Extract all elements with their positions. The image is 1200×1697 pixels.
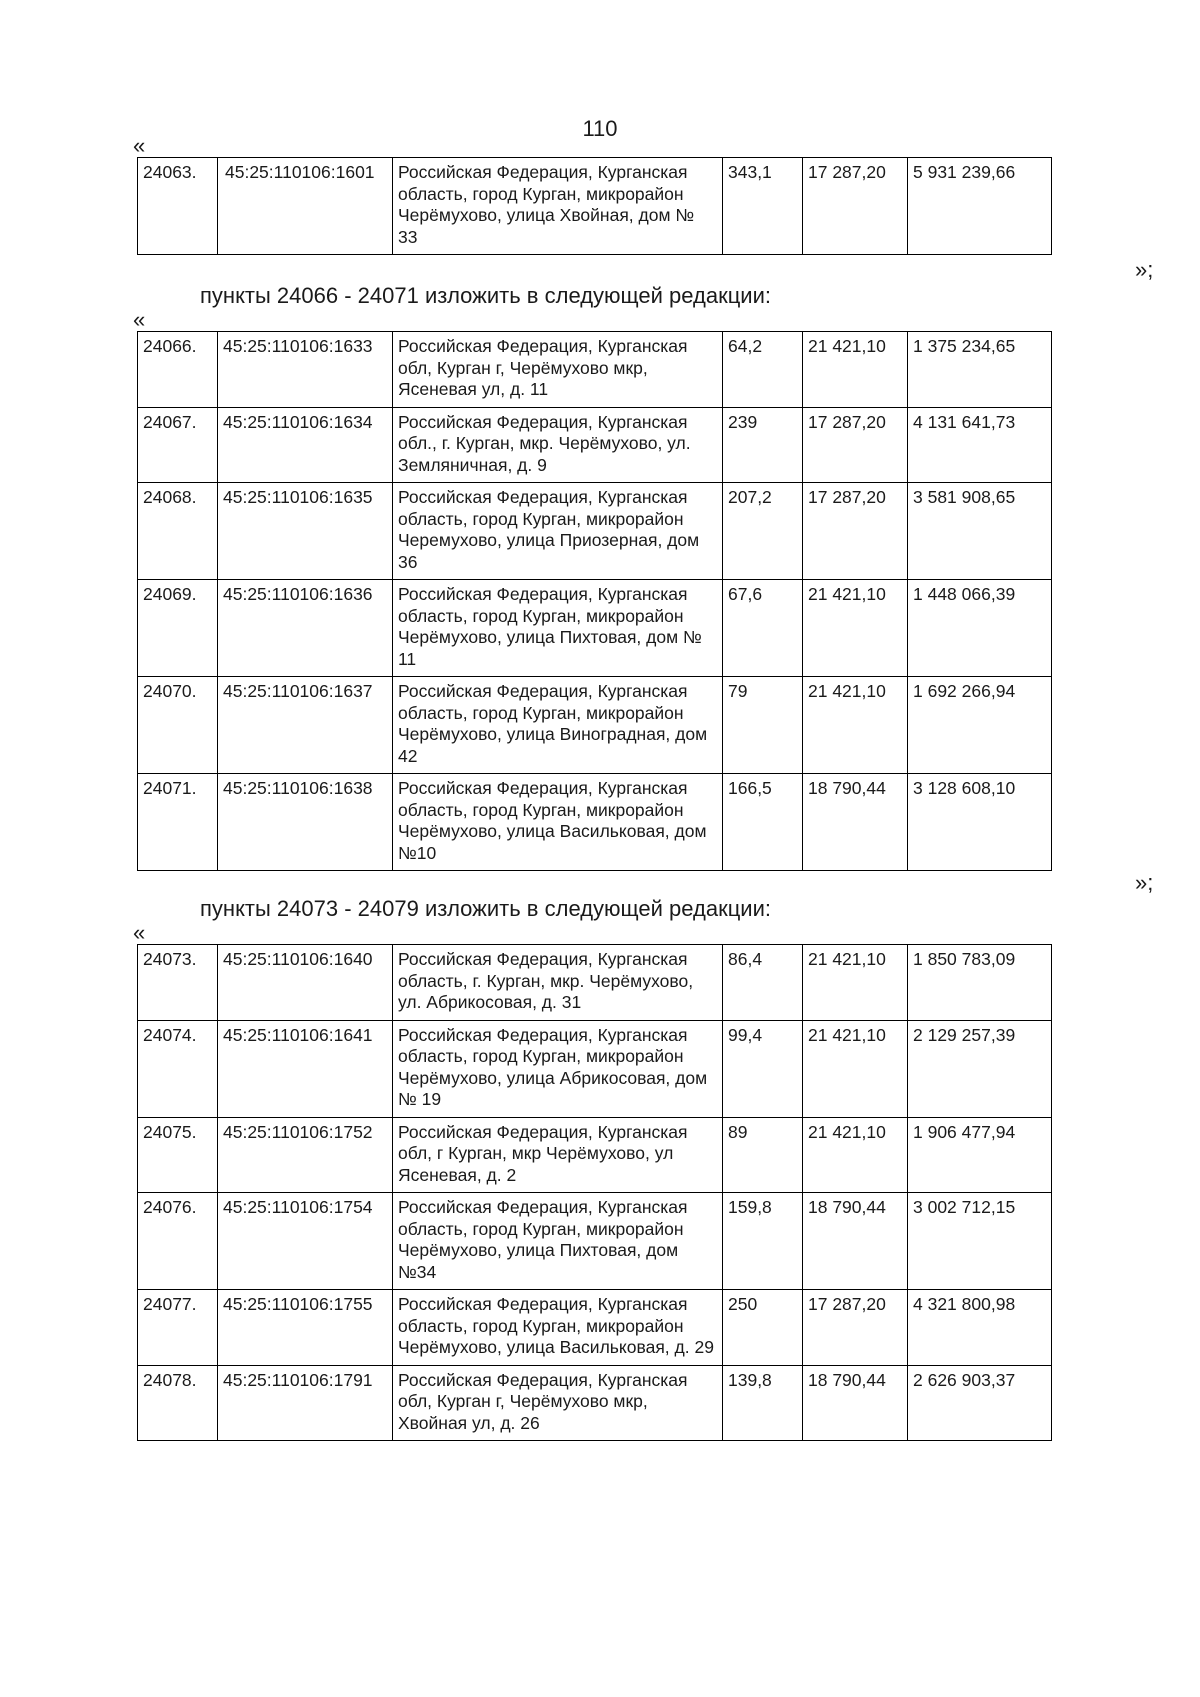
- table-row: [138, 1020, 1052, 1117]
- cell-cadastral-value: 1 906 477,94: [908, 1117, 1052, 1193]
- cell-area: 166,5: [723, 774, 803, 871]
- cell-cadastral-number: 45:25:110106:1635: [218, 483, 393, 580]
- quote-close-1: »;: [1135, 257, 1154, 282]
- cell-area: 159,8: [723, 1193, 803, 1290]
- table-section-1: [137, 157, 1052, 255]
- cell-cadastral-number: 45:25:110106:1601: [218, 158, 393, 255]
- cell-cadastral-number: 45:25:110106:1640: [218, 945, 393, 1021]
- table-row: [138, 1365, 1052, 1441]
- cell-cadastral-value: 4 321 800,98: [908, 1290, 1052, 1366]
- quote-close-2: »;: [1135, 870, 1154, 895]
- table-row: [138, 483, 1052, 580]
- cell-rate: 17 287,20: [803, 407, 908, 483]
- cell-cadastral-number: 45:25:110106:1637: [218, 677, 393, 774]
- table-row: [138, 945, 1052, 1021]
- cell-number: 24076.: [138, 1193, 218, 1290]
- cell-cadastral-number: 45:25:110106:1755: [218, 1290, 393, 1366]
- cell-cadastral-value: 1 692 266,94: [908, 677, 1052, 774]
- cell-cadastral-value: 1 448 066,39: [908, 580, 1052, 677]
- table-row: [138, 774, 1052, 871]
- cell-address: Российская Федерация, Курганская область, город Курган, микрорайон Черемухово, улица Приозерная, дом 36: [393, 483, 723, 580]
- cell-rate: 17 287,20: [803, 483, 908, 580]
- cell-area: 139,8: [723, 1365, 803, 1441]
- cell-number: 24068.: [138, 483, 218, 580]
- cell-area: 207,2: [723, 483, 803, 580]
- table-row: [138, 580, 1052, 677]
- page-number: 110: [582, 116, 618, 141]
- table-row: [138, 407, 1052, 483]
- cell-address: Российская Федерация, Курганская область, город Курган, микрорайон Черёмухово, улица Виноградная, дом 42: [393, 677, 723, 774]
- cell-address: Российская Федерация, Курганская область, город Курган, микрорайон Черёмухово, улица Абрикосовая, дом № 19: [393, 1020, 723, 1117]
- cell-address: Российская Федерация, Курганская область, г. Курган, мкр. Черёмухово, ул. Абрикосовая, д. 31: [393, 945, 723, 1021]
- table-row: [138, 677, 1052, 774]
- cell-cadastral-value: 3 581 908,65: [908, 483, 1052, 580]
- cell-rate: 21 421,10: [803, 677, 908, 774]
- quote-open-1: «: [133, 133, 146, 158]
- cell-address: Российская Федерация, Курганская обл, Курган г, Черёмухово мкр, Хвойная ул, д. 26: [393, 1365, 723, 1441]
- cell-address: Российская Федерация, Курганская область, город Курган, микрорайон Черёмухово, улица Пихтовая, дом № 11: [393, 580, 723, 677]
- cell-number: 24067.: [138, 407, 218, 483]
- cell-cadastral-number: 45:25:110106:1636: [218, 580, 393, 677]
- cell-area: 79: [723, 677, 803, 774]
- cell-area: 239: [723, 407, 803, 483]
- cell-cadastral-number: 45:25:110106:1633: [218, 332, 393, 408]
- cell-area: 99,4: [723, 1020, 803, 1117]
- cell-cadastral-number: 45:25:110106:1641: [218, 1020, 393, 1117]
- table-row: [138, 1117, 1052, 1193]
- table-row: [138, 1290, 1052, 1366]
- cell-rate: 21 421,10: [803, 1117, 908, 1193]
- cell-rate: 21 421,10: [803, 580, 908, 677]
- cell-address: Российская Федерация, Курганская область, город Курган, микрорайон Черёмухово, улица Хвойная, дом № 33: [393, 158, 723, 255]
- cell-number: 24078.: [138, 1365, 218, 1441]
- table-row: [138, 332, 1052, 408]
- cell-rate: 17 287,20: [803, 158, 908, 255]
- cell-cadastral-value: 1 375 234,65: [908, 332, 1052, 408]
- cell-area: 67,6: [723, 580, 803, 677]
- cell-number: 24075.: [138, 1117, 218, 1193]
- cell-address: Российская Федерация, Курганская обл, г Курган, мкр Черёмухово, ул Ясеневая, д. 2: [393, 1117, 723, 1193]
- table-section-2: [137, 331, 1052, 871]
- quote-open-3: «: [133, 920, 146, 945]
- cell-cadastral-number: 45:25:110106:1791: [218, 1365, 393, 1441]
- cell-address: Российская Федерация, Курганская область, город Курган, микрорайон Черёмухово, улица Васильковая, д. 29: [393, 1290, 723, 1366]
- cell-number: 24066.: [138, 332, 218, 408]
- cell-number: 24063.: [138, 158, 218, 255]
- cell-cadastral-number: 45:25:110106:1754: [218, 1193, 393, 1290]
- cell-number: 24073.: [138, 945, 218, 1021]
- cell-cadastral-value: 4 131 641,73: [908, 407, 1052, 483]
- cell-cadastral-value: 3 128 608,10: [908, 774, 1052, 871]
- cell-cadastral-value: 2 626 903,37: [908, 1365, 1052, 1441]
- cell-number: 24069.: [138, 580, 218, 677]
- table-row: [138, 1193, 1052, 1290]
- cell-address: Российская Федерация, Курганская обл., г. Курган, мкр. Черёмухово, ул. Земляничная, д. 9: [393, 407, 723, 483]
- cell-area: 343,1: [723, 158, 803, 255]
- cell-rate: 21 421,10: [803, 945, 908, 1021]
- cell-rate: 18 790,44: [803, 1365, 908, 1441]
- table-row: [138, 158, 1052, 255]
- cell-cadastral-value: 1 850 783,09: [908, 945, 1052, 1021]
- cell-area: 250: [723, 1290, 803, 1366]
- table-section-3: [137, 944, 1052, 1441]
- cell-cadastral-value: 5 931 239,66: [908, 158, 1052, 255]
- cell-rate: 18 790,44: [803, 1193, 908, 1290]
- cell-cadastral-number: 45:25:110106:1752: [218, 1117, 393, 1193]
- quote-open-2: «: [133, 307, 146, 332]
- cell-area: 89: [723, 1117, 803, 1193]
- cell-area: 64,2: [723, 332, 803, 408]
- cell-cadastral-number: 45:25:110106:1638: [218, 774, 393, 871]
- cell-area: 86,4: [723, 945, 803, 1021]
- cell-number: 24071.: [138, 774, 218, 871]
- cell-rate: 21 421,10: [803, 332, 908, 408]
- cell-address: Российская Федерация, Курганская область, город Курган, микрорайон Черёмухово, улица Васильковая, дом №10: [393, 774, 723, 871]
- cell-rate: 21 421,10: [803, 1020, 908, 1117]
- cell-rate: 18 790,44: [803, 774, 908, 871]
- cell-address: Российская Федерация, Курганская обл, Курган г, Черёмухово мкр, Ясеневая ул, д. 11: [393, 332, 723, 408]
- cell-address: Российская Федерация, Курганская область, город Курган, микрорайон Черёмухово, улица Пихтовая, дом №34: [393, 1193, 723, 1290]
- cell-rate: 17 287,20: [803, 1290, 908, 1366]
- cell-cadastral-number: 45:25:110106:1634: [218, 407, 393, 483]
- cell-number: 24074.: [138, 1020, 218, 1117]
- section-instruction-2: пункты 24066 - 24071 изложить в следующей редакции:: [200, 283, 772, 308]
- cell-number: 24070.: [138, 677, 218, 774]
- section-instruction-3: пункты 24073 - 24079 изложить в следующей редакции:: [200, 896, 772, 921]
- cell-cadastral-value: 2 129 257,39: [908, 1020, 1052, 1117]
- cell-number: 24077.: [138, 1290, 218, 1366]
- cell-cadastral-value: 3 002 712,15: [908, 1193, 1052, 1290]
